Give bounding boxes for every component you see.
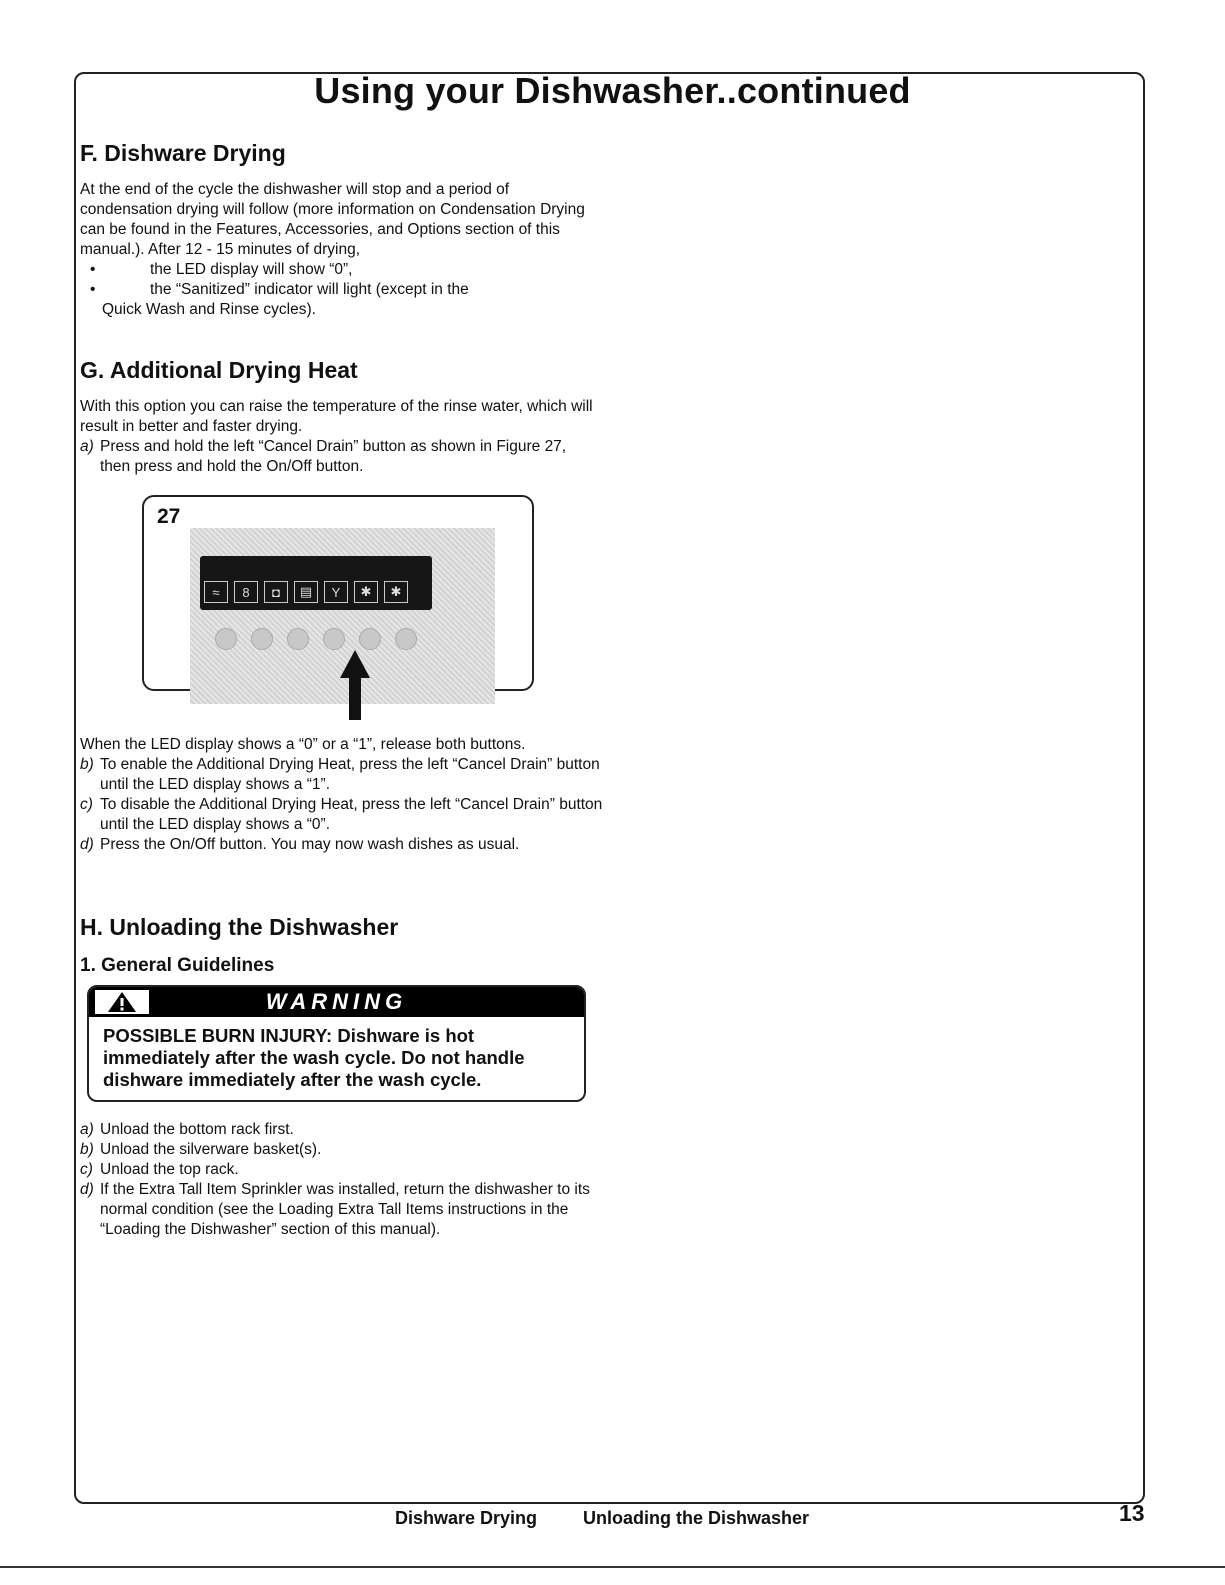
digit-icon: 8	[234, 581, 258, 603]
list-item: b) To enable the Additional Drying Heat, press the left “Cancel Drain” button until the LED display shows a “1”.	[80, 756, 600, 793]
arrow-shaft	[349, 676, 361, 720]
section-f-intro: At the end of the cycle the dishwasher will stop and a period of condensation drying will follow (more information on Condensation Drying can be found in the Features, Accessories, and Options section of this manual.). After 12 - 15 minutes of drying,	[80, 181, 585, 258]
cancel-drain-button	[359, 628, 381, 650]
bullet-continuation: Quick Wash and Rinse cycles).	[102, 301, 316, 318]
section-g-steps	[80, 735, 605, 855]
glass-icon: Y	[324, 581, 348, 603]
wash-icon: ≈	[204, 581, 228, 603]
bullet-icon: •	[90, 281, 96, 298]
warning-header	[89, 987, 584, 1017]
list-item: c) To disable the Additional Drying Heat, press the left “Cancel Drain” button until the LED display shows a “0”.	[80, 796, 603, 833]
warning-label: WARNING	[265, 989, 408, 1014]
display-labels-strip	[204, 561, 428, 571]
list-item: • the “Sanitized” indicator will light (except in the	[90, 281, 469, 298]
list-item: a) Press and hold the left “Cancel Drain” button as shown in Figure 27, then press and hold the On/Off button.	[80, 438, 567, 475]
panel-buttons	[215, 628, 417, 650]
spray-icon: ✱	[354, 581, 378, 603]
section-h-subheading: 1. General Guidelines	[80, 955, 275, 976]
display-icons	[204, 581, 408, 603]
bullet-icon: •	[90, 261, 96, 278]
panel-button	[323, 628, 345, 650]
panel-button	[251, 628, 273, 650]
after-figure-text: When the LED display shows a “0” or a “1”, release both buttons.	[80, 736, 526, 753]
panel-button	[395, 628, 417, 650]
page-number: 13	[1119, 1500, 1145, 1526]
list-item: b) Unload the silverware basket(s).	[80, 1141, 322, 1158]
panel-button	[215, 628, 237, 650]
section-h-steps	[80, 1120, 600, 1240]
warning-text: POSSIBLE BURN INJURY: Dishware is hot immediately after the wash cycle. Do not handle dishware immediately after the wash cycle.	[103, 1025, 525, 1090]
arrow-up-icon	[340, 650, 370, 678]
figure-number: 27	[157, 505, 181, 528]
dishes-icon: ▤	[294, 581, 318, 603]
list-item: d) If the Extra Tall Item Sprinkler was installed, return the dishwasher to its normal condition (see the Loading Extra Tall Items instructions in the “Loading the Dishwasher” section of this manual).	[80, 1181, 590, 1238]
section-h-heading: H. Unloading the Dishwasher	[80, 914, 399, 940]
footer-section-label: Dishware Drying	[395, 1508, 538, 1528]
section-g-body	[80, 397, 600, 477]
panel-button	[287, 628, 309, 650]
rinse-icon: ✱	[384, 581, 408, 603]
list-item: a) Unload the bottom rack first.	[80, 1121, 294, 1138]
section-g-intro: With this option you can raise the temperature of the rinse water, which will result in better and faster drying.	[80, 398, 593, 435]
warning-box	[87, 985, 586, 1102]
list-item: c) Unload the top rack.	[80, 1161, 239, 1178]
list-item: • the LED display will show “0”,	[90, 261, 353, 278]
bottom-rule	[0, 1566, 1225, 1568]
section-f-body	[80, 180, 600, 320]
footer-section-label: Unloading the Dishwasher	[583, 1508, 810, 1528]
section-f-heading: F. Dishware Drying	[80, 140, 286, 166]
section-g-heading: G. Additional Drying Heat	[80, 357, 358, 383]
list-item: d) Press the On/Off button. You may now wash dishes as usual.	[80, 836, 520, 853]
page-title: Using your Dishwasher..continued	[314, 70, 911, 111]
pot-icon: ◘	[264, 581, 288, 603]
